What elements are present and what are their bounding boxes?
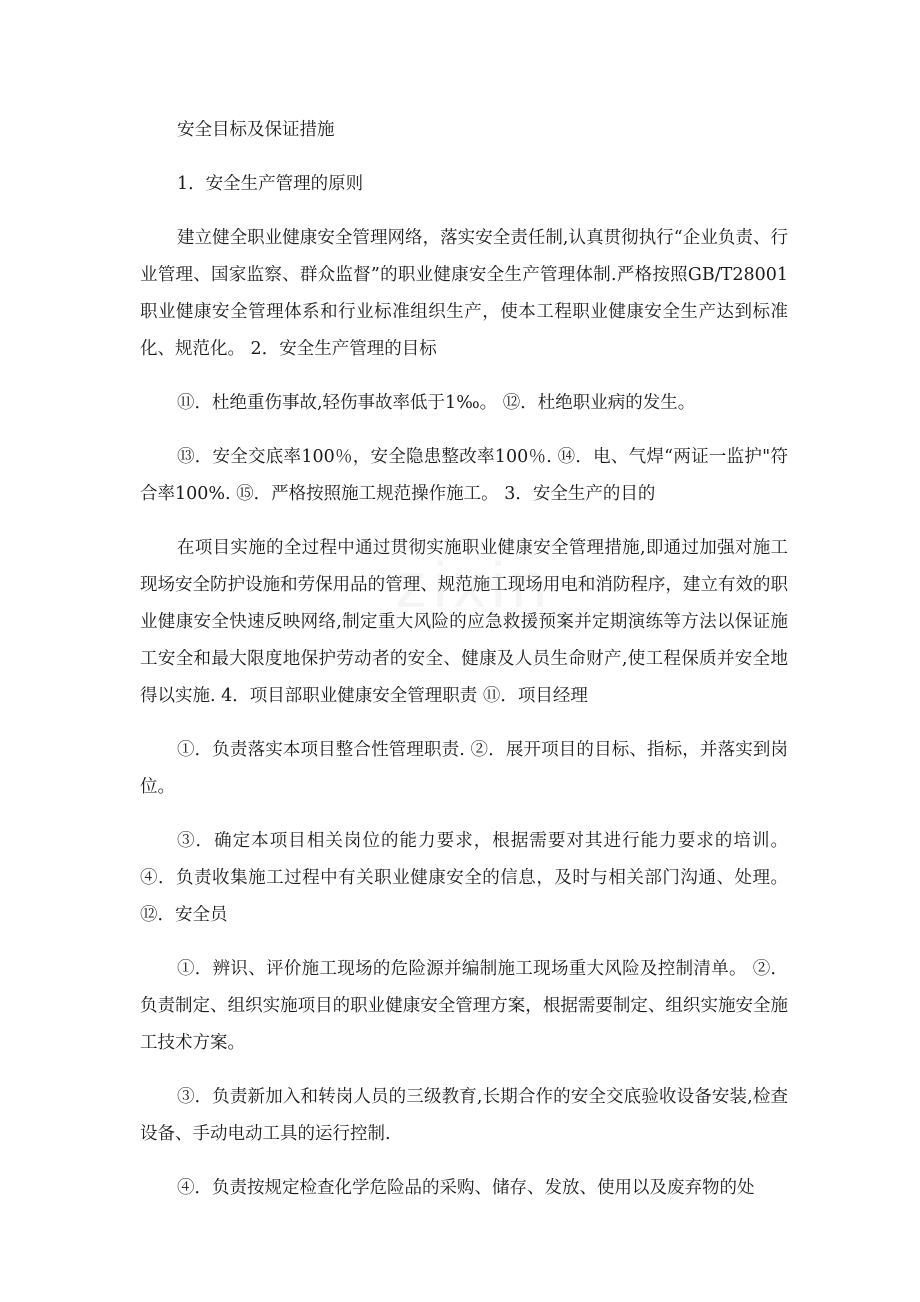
paragraph-manager-duties-2: ③．确定本项目相关岗位的能力要求，根据需要对其进行能力要求的培训。 ④．负责收集施工过程中有关职业健康安全的信息，及时与相关部门沟通、处理。 ⑫．安全员: [140, 831, 788, 925]
watermark: zixin: [395, 549, 554, 621]
document-title: 安全目标及保证措施: [177, 120, 335, 140]
section-heading-principles: 1．安全生产管理的原则: [177, 174, 364, 194]
paragraph-safety-officer-3: ④．负责按规定检查化学危险品的采购、储存、发放、使用以及废弃物的处: [177, 1178, 755, 1198]
paragraph-manager-duties-1: ①．负责落实本项目整合性管理职责. ②．展开项目的目标、指标，并落实到岗位。: [140, 740, 788, 797]
paragraph-principles: 建立健全职业健康安全管理网络，落实安全责任制,认真贯彻执行“企业负责、行业管理、国家监察、群众监督”的职业健康安全生产管理体制.严格按照GB/T28001职业健康安全管理体系和行业标准组织生产，使本工程职业健康安全生产达到标准化、规范化。 2．安全生产管理的目标: [140, 228, 788, 359]
paragraph-goals-2: ⑬．安全交底率100％，安全隐患整改率100％. ⑭．电、气焊“两证一监护"符合率100%. ⑮．严格按照施工规范操作施工。 3．安全生产的目的: [140, 447, 788, 504]
paragraph-safety-officer-2: ③．负责新加入和转岗人员的三级教育,长期合作的安全交底验收设备安装,检查设备、手动电动工具的运行控制.: [140, 1087, 788, 1144]
document-body: [140, 112, 788, 1224]
paragraph-purpose: 在项目实施的全过程中通过贯彻实施职业健康安全管理措施,即通过加强对施工现场安全防护设施和劳保用品的管理、规范施工现场用电和消防程序，建立有效的职业健康安全快速反映网络,制定重大风险的应急救援预案并定期演练等方法以保证施工安全和最大限度地保护劳动者的安全、健康及人员生命财产,使工程保质并安全地得以实施. 4．项目部职业健康安全管理职责 ⑪．项目经理: [140, 538, 788, 706]
paragraph-goals-1: ⑪．杜绝重伤事故,轻伤事故率低于1‰。 ⑫．杜绝职业病的发生。: [177, 393, 696, 413]
paragraph-safety-officer-1: ①．辨识、评价施工现场的危险源并编制施工现场重大风险及控制清单。 ②．负责制定、组织实施项目的职业健康安全管理方案，根据需要制定、组织实施安全施工技术方案。: [140, 959, 788, 1053]
